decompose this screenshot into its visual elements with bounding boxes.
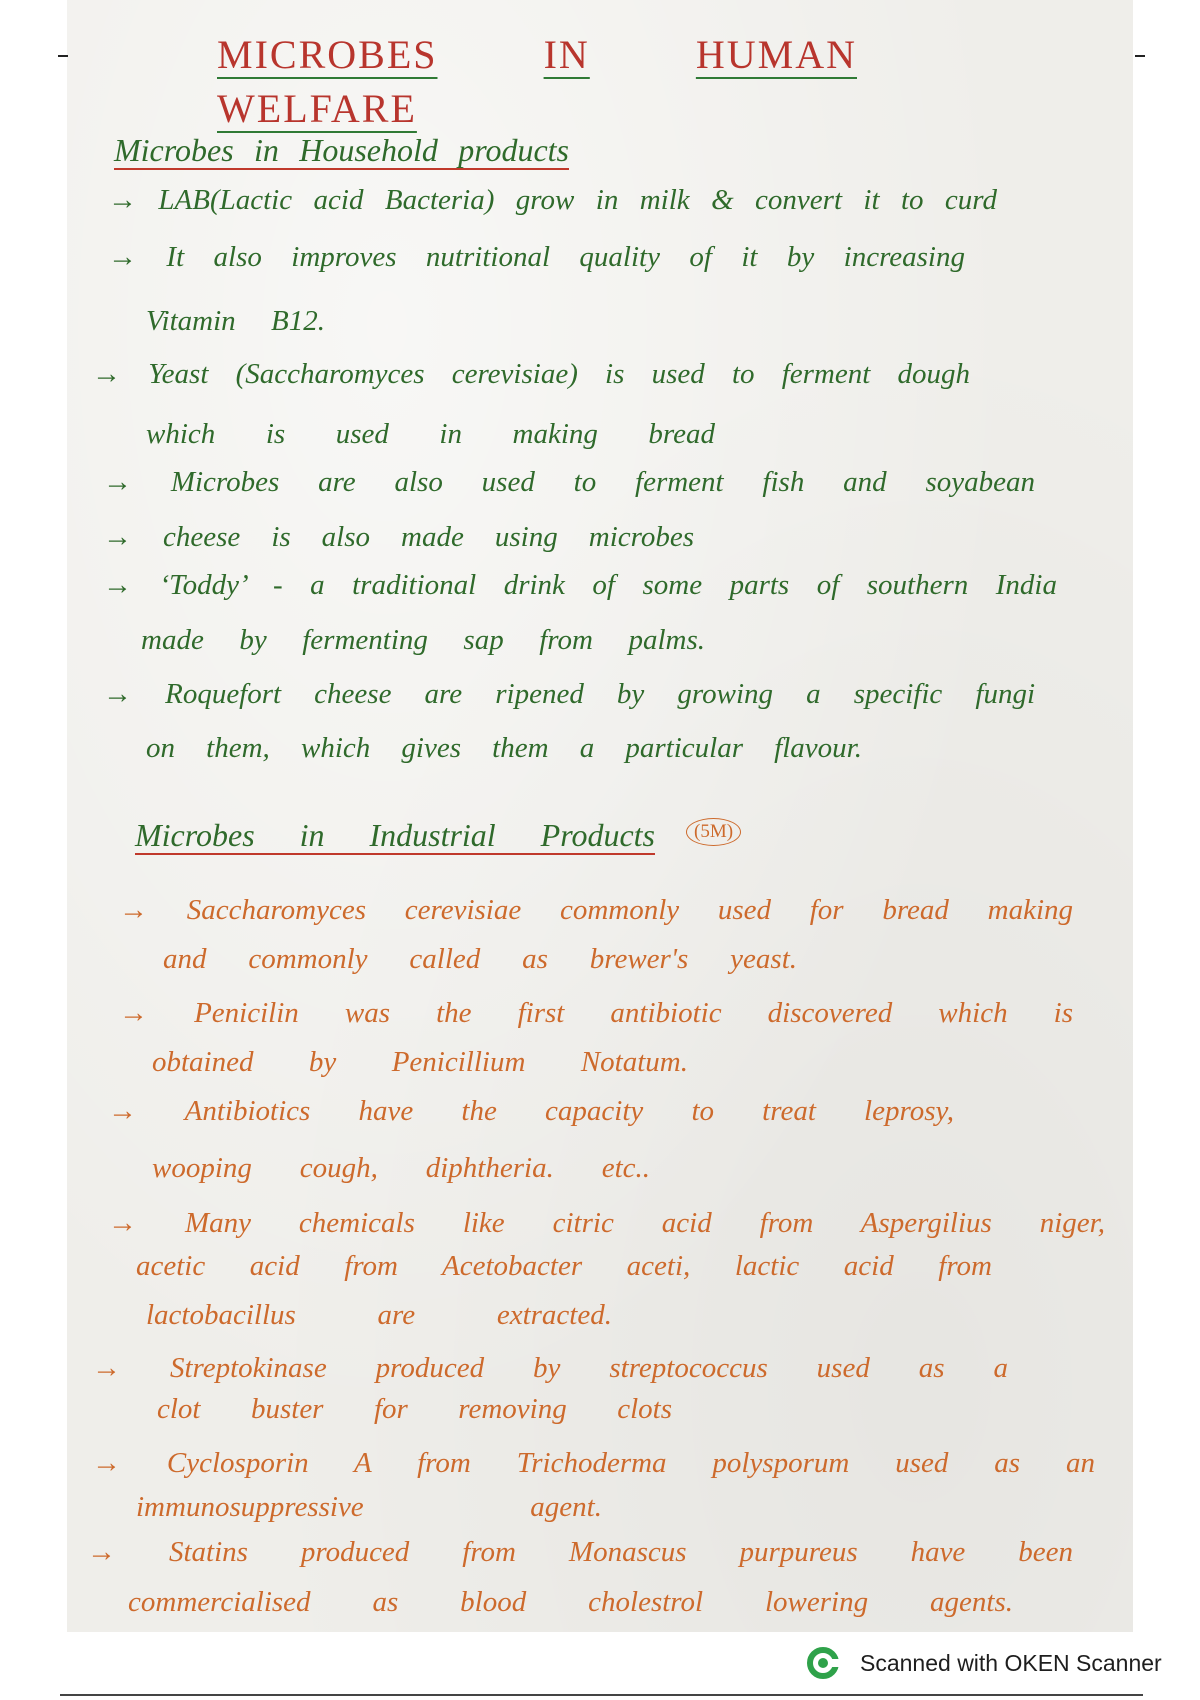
household-line: → Yeast (Saccharomyces cerevisiae) is used to ferment dough [92,358,970,390]
industrial-line: → Penicilin was the first antibiotic discovered which is [119,997,1073,1029]
title-word: IN [543,32,590,77]
household-line: made by fermenting sap from palms. [141,624,705,656]
industrial-line: and commonly called as brewer's yeast. [163,943,797,975]
industrial-line: → Cyclosporin A from Trichoderma polysporum used as an [92,1447,1095,1479]
title-word: WELFARE [217,86,417,131]
industrial-line: lactobacillus are extracted. [146,1299,612,1331]
oken-scanner-logo-icon [806,1646,840,1680]
industrial-line: → Saccharomyces cerevisiae commonly used for bread making [119,894,1073,926]
industrial-line: → Streptokinase produced by streptococcus used as a [92,1352,1008,1384]
marks-badge: (5M) [686,818,741,846]
industrial-line: commercialised as blood cholestrol lowering agents. [128,1586,1013,1618]
household-line: on them, which gives them a particular flavour. [146,732,862,764]
title-word: HUMAN [695,32,857,77]
household-line: → Microbes are also used to ferment fish and soyabean [103,466,1035,498]
household-line: → Roquefort cheese are ripened by growing a specific fungi [103,678,1035,710]
industrial-line: acetic acid from Acetobacter aceti, lactic acid from [136,1250,992,1282]
title-word: MICROBES [217,32,438,77]
industrial-line: wooping cough, diphtheria. etc.. [152,1152,650,1184]
industrial-heading: Microbes in Industrial Products [135,817,655,853]
household-line: which is used in making bread [146,418,715,450]
household-heading: Microbes in Household products [114,132,569,168]
household-line: → LAB(Lactic acid Bacteria) grow in milk & convert it to curd [108,184,997,216]
industrial-line: obtained by Penicillium Notatum. [152,1046,688,1078]
household-line: → It also improves nutritional quality of it by increasing [108,241,965,273]
scan-edge-mark-right [1135,55,1145,57]
page-title [217,28,857,131]
household-line: Vitamin B12. [146,305,325,337]
household-line: → ‘Toddy’ - a traditional drink of some parts of southern India [103,569,1057,601]
industrial-line: → Many chemicals like citric acid from Aspergilius niger, [108,1207,1105,1239]
industrial-line: immunosuppressive agent. [136,1491,602,1523]
scan-edge-mark-left [58,55,68,57]
bottom-rule [60,1694,1143,1696]
industrial-line: clot buster for removing clots [157,1393,672,1425]
household-line: → cheese is also made using microbes [103,521,694,553]
industrial-line: → Antibiotics have the capacity to treat leprosy, [108,1095,954,1127]
industrial-line: → Statins produced from Monascus purpureus have been [87,1536,1073,1568]
scanner-watermark: Scanned with OKEN Scanner [860,1650,1162,1676]
